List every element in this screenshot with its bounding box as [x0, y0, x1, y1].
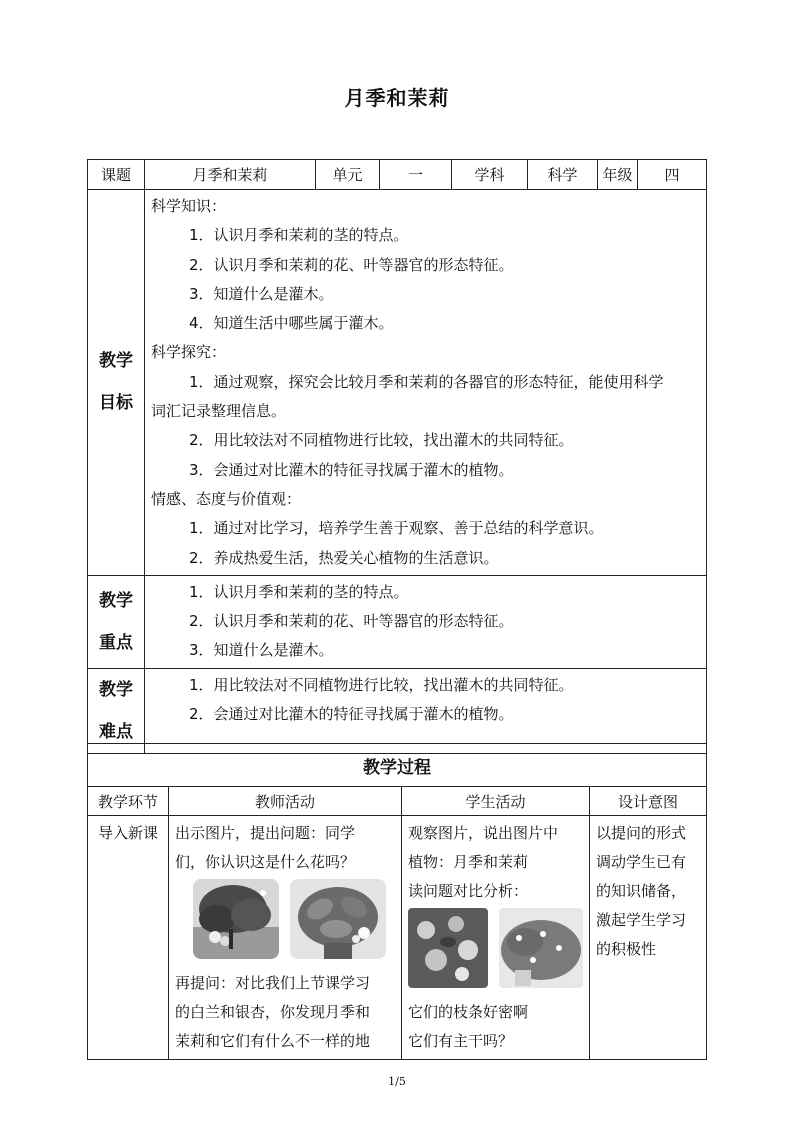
inquiry-item: 2．用比较法对不同植物进行比较，找出灌木的共同特征。	[189, 431, 574, 450]
knowledge-item: 2．认识月季和茉莉的花、叶等器官的形态特征。	[189, 255, 514, 274]
key-point-item: 2．认识月季和茉莉的花、叶等器官的形态特征。	[189, 612, 514, 631]
lesson-value: 月季和茉莉	[145, 160, 316, 190]
teacher-photos	[175, 879, 395, 965]
key-point-item: 3．知道什么是灌木。	[189, 641, 334, 660]
difficulties-label	[88, 668, 145, 753]
column-header: 设计意图	[590, 787, 707, 816]
key-points-row	[88, 575, 707, 668]
difficulties-content	[145, 668, 707, 753]
inquiry-title: 科学探究：	[151, 343, 227, 362]
student-text: 植物：月季和茉莉	[408, 853, 529, 871]
knowledge-item: 3．知道什么是灌木。	[189, 284, 334, 303]
difficulties-label-1: 教学	[99, 679, 133, 700]
knowledge-item: 4．知道生活中哪些属于灌木。	[189, 314, 394, 333]
lesson-info-table	[87, 159, 707, 754]
difficulties-row	[88, 668, 707, 753]
intent-text: 以提问的形式	[596, 824, 687, 842]
process-table	[87, 743, 707, 1060]
page-number: 1/5	[388, 1075, 406, 1088]
grade-value: 四	[638, 160, 707, 190]
jasmine-photo	[290, 879, 386, 959]
difficulty-item: 1．用比较法对不同植物进行比较，找出灌木的共同特征。	[189, 675, 574, 694]
key-points-content	[145, 575, 707, 668]
objectives-label	[88, 190, 145, 576]
intent-text: 激起学生学习	[596, 911, 687, 929]
key-points-label-2: 重点	[99, 632, 133, 653]
inquiry-item: 3．会通过对比灌木的特征寻找属于灌木的植物。	[189, 460, 514, 479]
stage-cell: 导入新课	[88, 816, 169, 1060]
inquiry-item-cont: 词汇记录整理信息。	[151, 402, 287, 421]
column-header: 教学环节	[88, 787, 169, 816]
student-text: 读问题对比分析：	[408, 882, 529, 900]
teacher-text: 茉莉和它们有什么不一样的地	[175, 1032, 371, 1050]
student-photos	[408, 908, 583, 992]
page-title: 月季和茉莉	[344, 86, 450, 110]
inquiry-item: 1．通过观察，探究会比较月季和茉莉的各器官的形态特征，能使用科学	[189, 372, 664, 391]
process-row-intro	[88, 816, 707, 1060]
attitude-item: 2．养成热爱生活，热爱关心植物的生活意识。	[189, 548, 499, 567]
process-column-headers	[88, 787, 707, 816]
intent-text: 调动学生已有	[596, 853, 687, 871]
subject-value: 科学	[528, 160, 598, 190]
rose-closeup-photo	[408, 908, 488, 988]
student-text: 它们的枝条好密啊	[408, 1003, 529, 1021]
intent-text: 的积极性	[596, 940, 657, 958]
teacher-activity-cell	[169, 816, 402, 1060]
key-points-label	[88, 575, 145, 668]
attitude-title: 情感、态度与价值观：	[151, 489, 302, 508]
knowledge-item: 1．认识月季和茉莉的茎的特点。	[189, 226, 409, 245]
teacher-text: 们，你认识这是什么花吗？	[175, 853, 356, 871]
objectives-row	[88, 190, 707, 576]
student-activity-cell	[402, 816, 590, 1060]
teacher-text: 再提问：对比我们上节课学习	[175, 974, 371, 992]
difficulty-item: 2．会通过对比灌木的特征寻找属于灌木的植物。	[189, 705, 514, 724]
jasmine-bush-photo	[499, 908, 583, 988]
intent-text: 的知识储备，	[596, 882, 687, 900]
teacher-text: 出示图片，提出问题：同学	[175, 824, 356, 842]
process-title: 教学过程	[88, 744, 707, 787]
knowledge-title: 科学知识：	[151, 197, 227, 215]
column-header: 教师活动	[169, 787, 402, 816]
key-points-label-1: 教学	[99, 590, 133, 611]
objectives-content	[145, 190, 707, 576]
student-text: 观察图片，说出图片中	[408, 824, 559, 842]
teacher-text: 的白兰和银杏，你发现月季和	[175, 1003, 371, 1021]
lesson-header-row	[88, 160, 707, 190]
attitude-item: 1．通过对比学习，培养学生善于观察、善于总结的科学意识。	[189, 519, 604, 538]
subject-key: 学科	[452, 160, 528, 190]
student-text: 它们有主干吗？	[408, 1032, 514, 1050]
rose-bush-photo	[193, 879, 279, 959]
column-header: 学生活动	[402, 787, 590, 816]
key-point-item: 1．认识月季和茉莉的茎的特点。	[189, 582, 409, 601]
objectives-label-2: 目标	[99, 393, 133, 414]
difficulties-label-2: 难点	[99, 721, 133, 742]
unit-value: 一	[380, 160, 452, 190]
unit-key: 单元	[316, 160, 380, 190]
lesson-key: 课题	[88, 160, 145, 190]
design-intent-cell	[590, 816, 707, 1060]
grade-key: 年级	[598, 160, 638, 190]
objectives-label-1: 教学	[99, 351, 133, 372]
